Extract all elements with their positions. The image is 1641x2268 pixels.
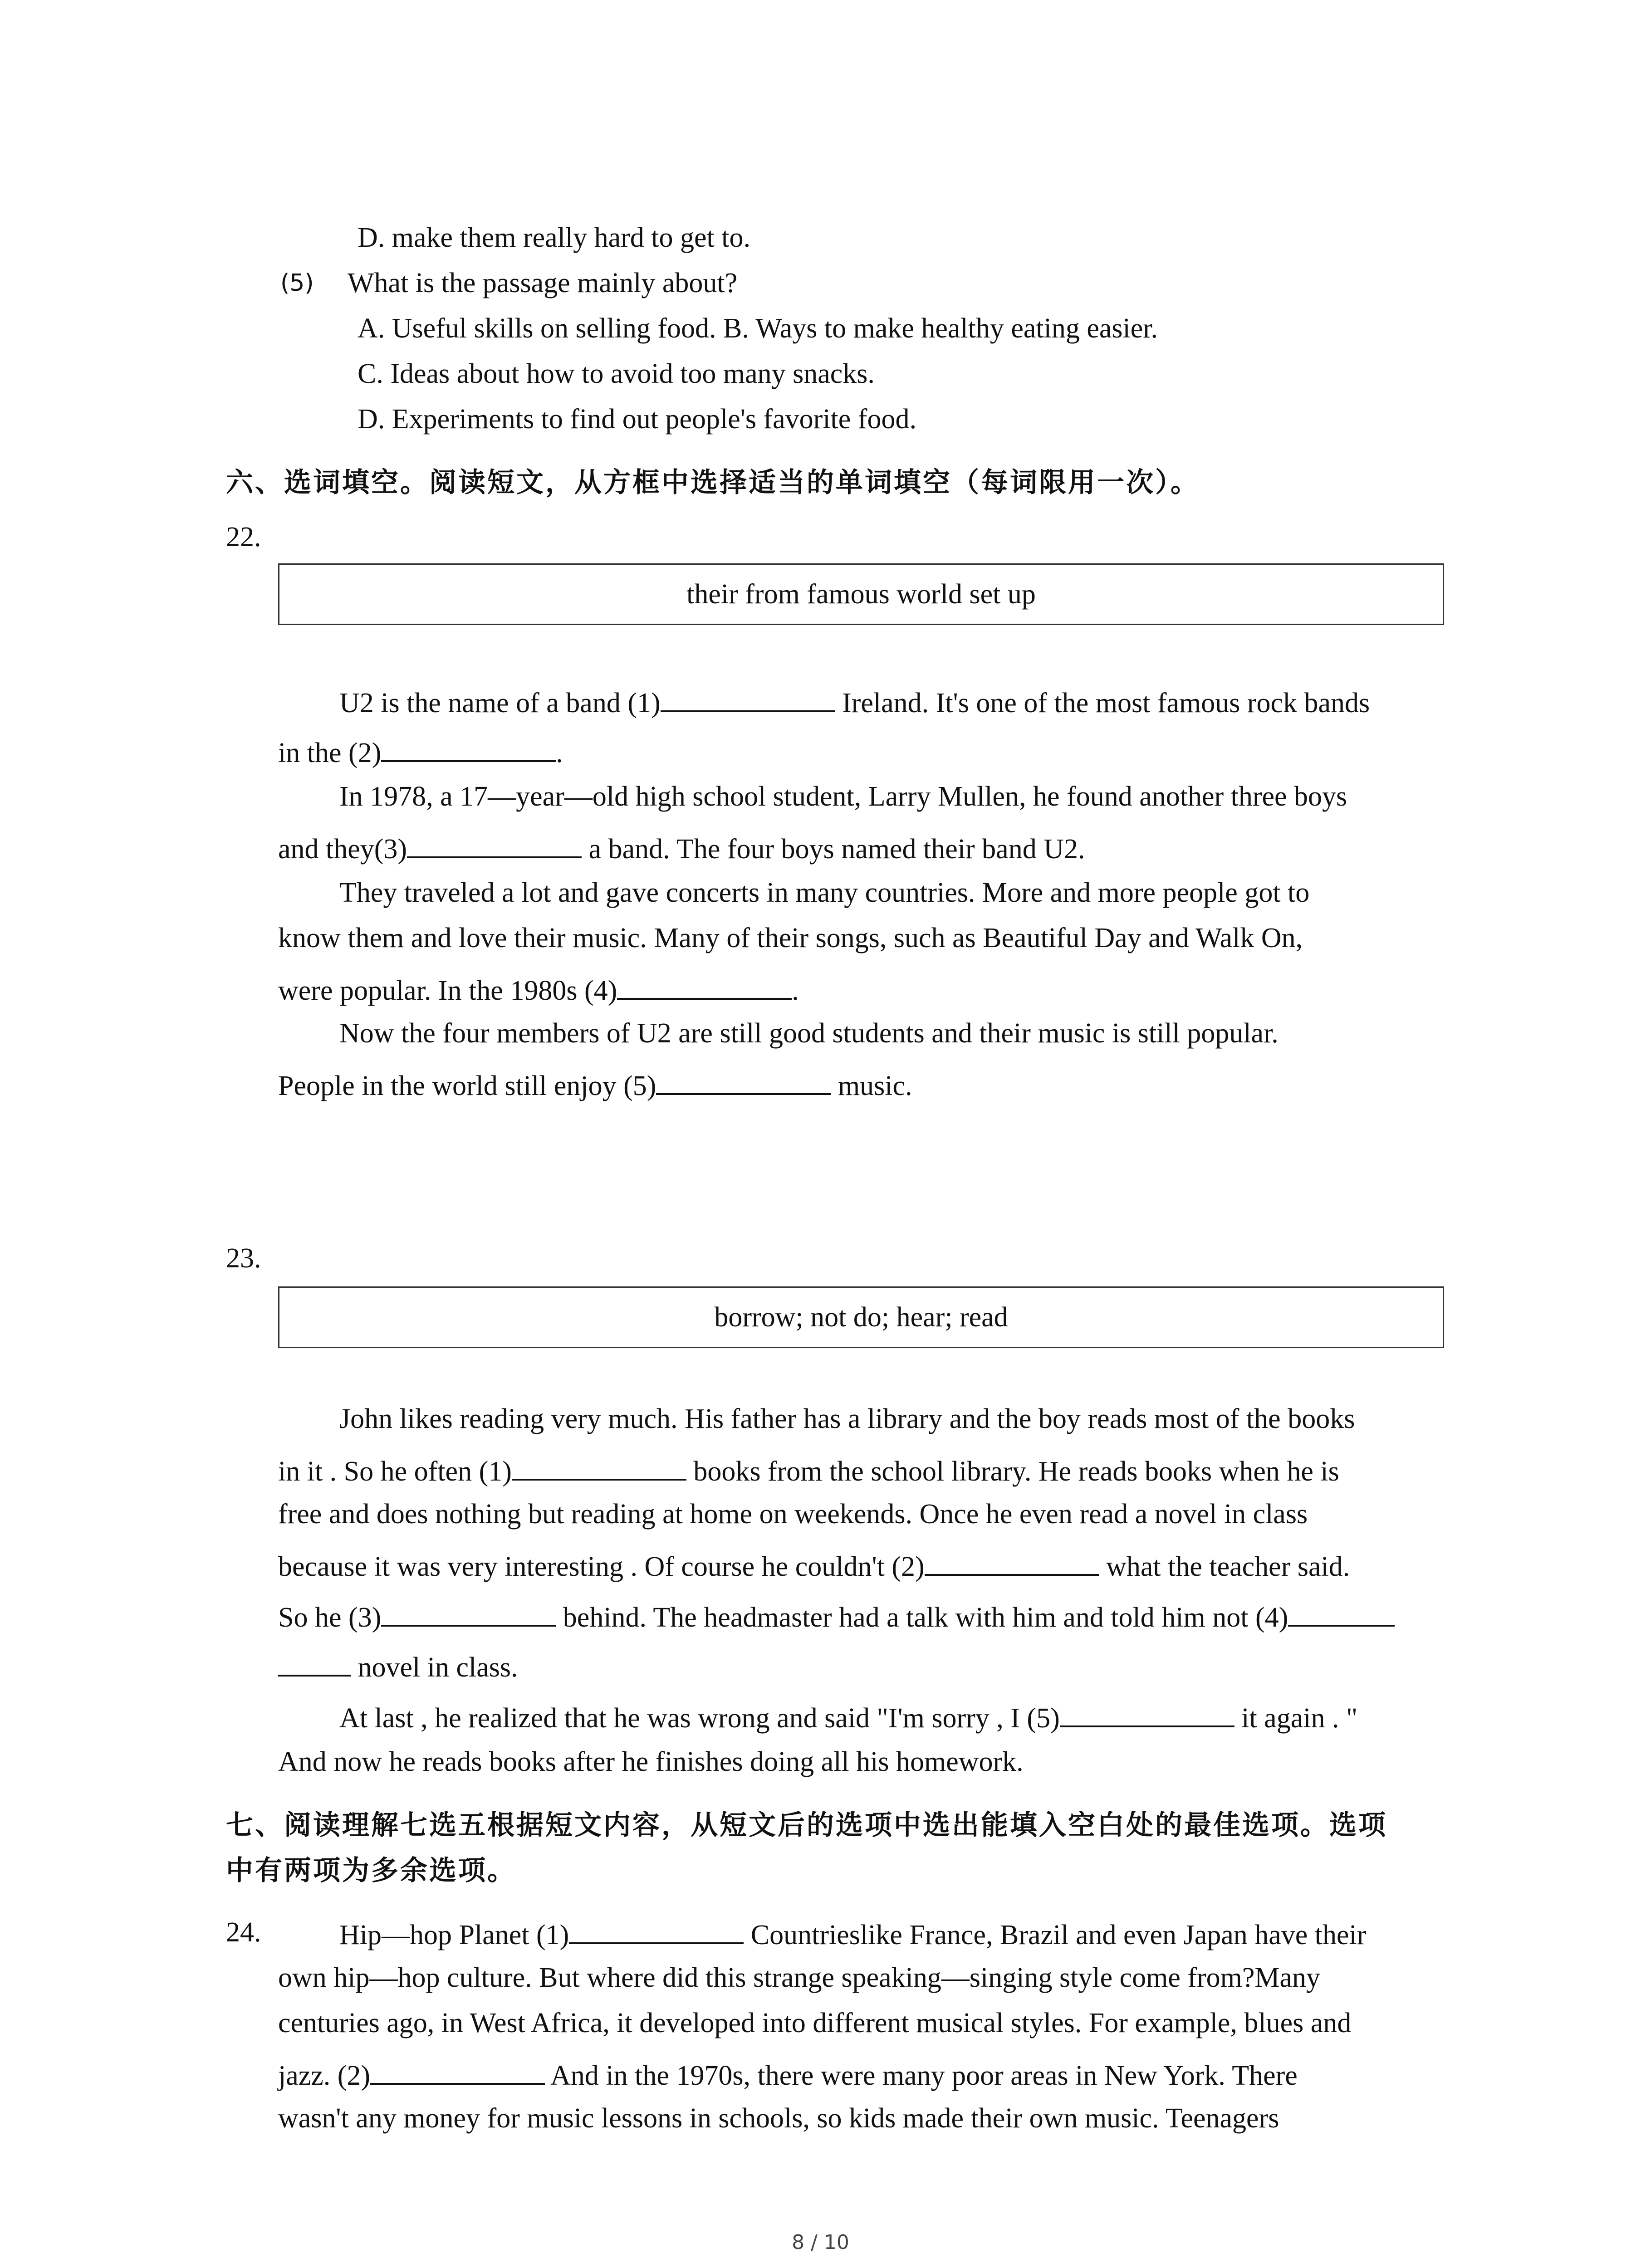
q23-line-1: John likes reading very much. His father has a library and the boy reads most of the books (339, 1403, 1355, 1434)
q24-line-4-text-a: jazz. (2) (278, 2060, 371, 2091)
q23-line-4 (278, 1547, 1350, 1584)
q23-number: 23. (226, 1243, 261, 1274)
q22-blank-3[interactable] (407, 829, 582, 858)
q23-word-box (278, 1286, 1444, 1348)
q24-line-4 (278, 2056, 1298, 2093)
q24-line-1-text-b: Countrieslike France, Brazil and even Japan have their (744, 1920, 1367, 1950)
q23-line-6-text-b: novel in class. (351, 1652, 518, 1683)
q23-line-7 (339, 1698, 1357, 1735)
q5-option-c: C. Ideas about how to avoid too many snacks. (358, 358, 875, 389)
q24-line-2: own hip—hop culture. But where did this strange speaking—singing style come from?Many (278, 1962, 1321, 1993)
q22-line-3: In 1978, a 17—year—old high school student, Larry Mullen, he found another three boys (339, 781, 1347, 812)
q23-word-box-text: borrow; not do; hear; read (714, 1301, 1008, 1333)
q22-line-2-text-b: . (556, 738, 563, 768)
q22-word-box (278, 563, 1444, 625)
q23-blank-1[interactable] (512, 1452, 686, 1481)
q23-line-2-text-b: books from the school library. He reads books when he is (686, 1456, 1339, 1487)
q23-line-5-text-b: behind. The headmaster had a talk with him and told him not (4) (556, 1602, 1288, 1633)
q24-number: 24. (226, 1917, 261, 1948)
q22-line-4 (278, 829, 1085, 866)
q22-line-4-text-b: a band. The four boys named their band U2. (582, 834, 1085, 865)
q22-line-4-text-a: and they(3) (278, 834, 407, 865)
q23-line-2-text-a: in it . So he often (1) (278, 1456, 512, 1487)
section7-heading-line-2: 中有两项为多余选项。 (226, 1855, 516, 1887)
q24-line-5: wasn't any money for music lessons in schools, so kids made their own music. Teenagers (278, 2103, 1279, 2134)
q22-line-1 (339, 683, 1370, 720)
q22-line-1-text-a: U2 is the name of a band (1) (339, 688, 661, 719)
q22-line-7-text-b: . (792, 975, 799, 1006)
q23-line-7-text-b: it again . " (1234, 1703, 1358, 1734)
q24-blank-1[interactable] (569, 1915, 744, 1944)
q22-line-9-text-b: music. (831, 1070, 912, 1101)
q5-options-ab: A. Useful skills on selling food. B. Ways to make healthy eating easier. (358, 313, 1158, 344)
q23-line-4-text-a: because it was very interesting . Of course he couldn't (2) (278, 1551, 925, 1582)
q24-line-1-text-a: Hip—hop Planet (1) (339, 1920, 569, 1950)
q22-line-9 (278, 1066, 912, 1103)
q22-blank-1[interactable] (661, 683, 835, 712)
q5-number: (5) (280, 269, 314, 297)
q23-line-2 (278, 1452, 1339, 1489)
q23-blank-4-part-2[interactable] (278, 1647, 351, 1677)
q5-option-d: D. Experiments to find out people's favorite food. (358, 404, 916, 435)
q23-line-5 (278, 1598, 1395, 1635)
q22-line-7-text-a: were popular. In the 1980s (4) (278, 975, 617, 1006)
q24-line-1 (339, 1915, 1366, 1952)
section7-heading-line-1: 七、阅读理解七选五根据短文内容，从短文后的选项中选出能填入空白处的最佳选项。选项 (226, 1809, 1387, 1841)
q22-word-box-text: their from famous world set up (686, 578, 1036, 610)
q22-blank-5[interactable] (656, 1066, 831, 1095)
q22-line-2-text-a: in the (2) (278, 738, 382, 768)
page-number: 8 / 10 (792, 2231, 849, 2254)
q23-line-6 (278, 1647, 518, 1685)
q24-blank-2[interactable] (370, 2056, 545, 2085)
q5-stem: What is the passage mainly about? (348, 268, 738, 298)
q22-line-7 (278, 971, 799, 1008)
q23-line-3: free and does nothing but reading at home on weekends. Once he even read a novel in class (278, 1499, 1308, 1530)
q22-blank-4[interactable] (617, 971, 792, 1000)
q23-blank-5[interactable] (1060, 1698, 1234, 1727)
q22-number: 22. (226, 522, 261, 552)
q23-blank-2[interactable] (925, 1547, 1099, 1576)
q23-blank-3[interactable] (381, 1598, 556, 1627)
q23-line-5-text-a: So he (3) (278, 1602, 382, 1633)
q4-option-d: D. make them really hard to get to. (358, 222, 751, 253)
section6-heading: 六、选词填空。阅读短文，从方框中选择适当的单词填空（每词限用一次）。 (226, 467, 1200, 499)
q24-line-3: centuries ago, in West Africa, it developed into different musical styles. For example, blues and (278, 2008, 1352, 2038)
q24-line-4-text-b: And in the 1970s, there were many poor areas in New York. There (545, 2060, 1298, 2091)
q23-line-4-text-b: what the teacher said. (1099, 1551, 1350, 1582)
q22-line-5: They traveled a lot and gave concerts in many countries. More and more people got to (339, 877, 1310, 908)
q23-line-7-text-a: At last , he realized that he was wrong and said "I'm sorry , I (5) (339, 1703, 1060, 1734)
q22-line-2 (278, 733, 563, 770)
q22-line-8: Now the four members of U2 are still good students and their music is still popular. (339, 1018, 1279, 1049)
q23-line-8: And now he reads books after he finishes doing all his homework. (278, 1746, 1024, 1777)
q23-blank-4-part-1[interactable] (1288, 1598, 1395, 1627)
q22-line-6: know them and love their music. Many of their songs, such as Beautiful Day and Walk On, (278, 923, 1303, 953)
q22-line-1-text-b: Ireland. It's one of the most famous rock bands (835, 688, 1370, 719)
q22-blank-2[interactable] (381, 733, 556, 762)
q22-line-9-text-a: People in the world still enjoy (5) (278, 1070, 656, 1101)
